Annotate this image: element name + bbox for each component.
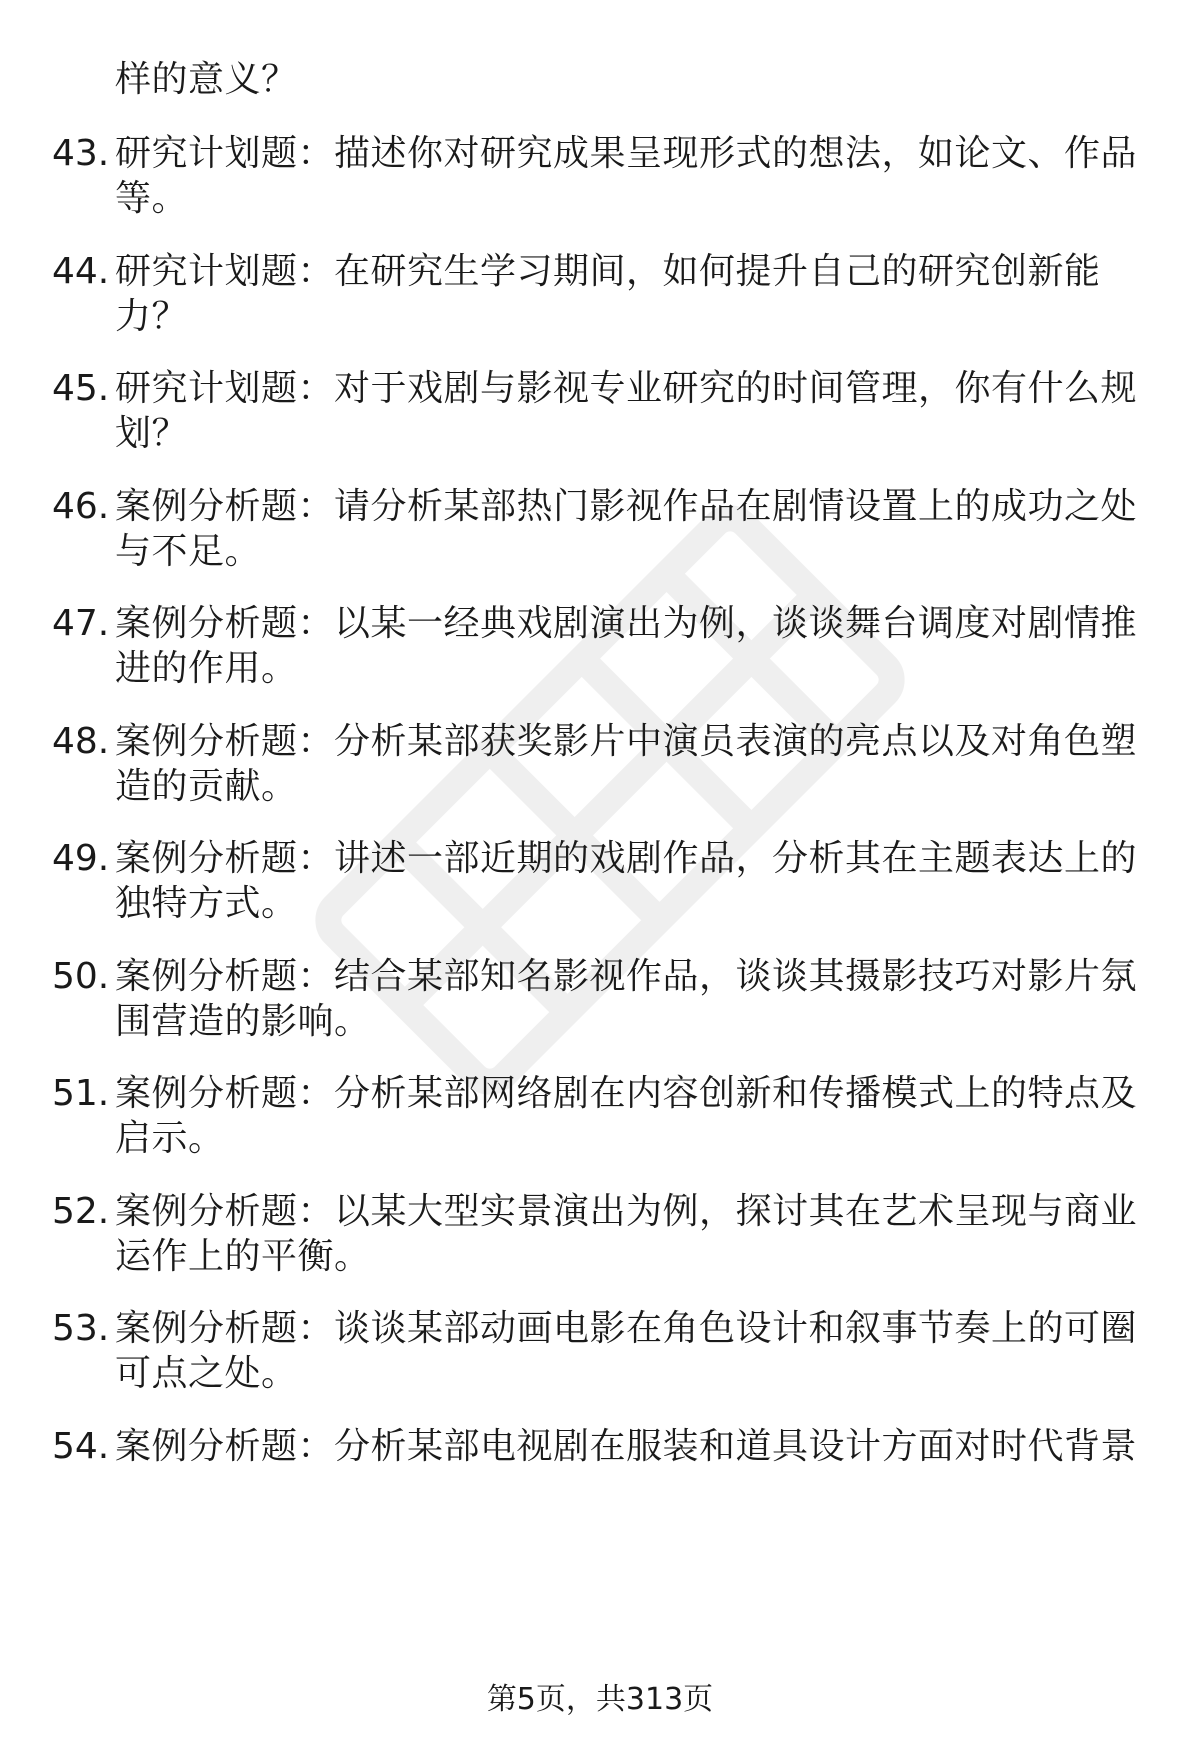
question-text-line1: 案例分析题：以某大型实景演出为例，探讨其在艺术呈现与商业 bbox=[115, 1190, 1138, 1232]
question-text-line1: 研究计划题：在研究生学习期间，如何提升自己的研究创新能 bbox=[115, 250, 1101, 292]
question-text-line2: 造的贡献。 bbox=[115, 765, 298, 807]
question-text-line1: 研究计划题：对于戏剧与影视专业研究的时间管理，你有什么规 bbox=[115, 368, 1138, 409]
question-text-line2: 运作上的平衡。 bbox=[115, 1235, 371, 1277]
question-number: 45. bbox=[52, 368, 110, 409]
question-text-line1: 案例分析题：分析某部获奖影片中演员表演的亮点以及对角色塑 bbox=[115, 720, 1138, 762]
question-number: 44. bbox=[52, 250, 110, 292]
question-text-line1: 案例分析题：分析某部电视剧在服装和道具设计方面对时代背景 bbox=[115, 1425, 1138, 1467]
question-text-line2: 力？ bbox=[115, 295, 189, 337]
question-text-line1: 案例分析题：结合某部知名影视作品，谈谈其摄影技巧对影片氛 bbox=[115, 955, 1138, 997]
question-text-line2: 与不足。 bbox=[115, 530, 262, 572]
watermark-logo bbox=[230, 420, 990, 1180]
question-text-line1: 案例分析题：以某一经典戏剧演出为例，谈谈舞台调度对剧情推 bbox=[115, 603, 1138, 644]
question-text-line2: 围营造的影响。 bbox=[115, 1000, 371, 1042]
question-text-line1: 案例分析题：讲述一部近期的戏剧作品，分析其在主题表达上的 bbox=[115, 838, 1138, 879]
question-number: 43. bbox=[52, 133, 110, 174]
question-number: 54. bbox=[52, 1425, 110, 1467]
page-footer: 第5页，共313页 bbox=[486, 1682, 714, 1717]
question-text-line2: 进的作用。 bbox=[115, 648, 298, 689]
question-text-line2: 启示。 bbox=[115, 1118, 225, 1159]
question-number: 48. bbox=[52, 720, 110, 762]
question-text-line2: 独特方式。 bbox=[115, 883, 298, 924]
question-number: 52. bbox=[52, 1190, 110, 1232]
question-text-line1: 案例分析题：请分析某部热门影视作品在剧情设置上的成功之处 bbox=[115, 485, 1138, 527]
question-number: 53. bbox=[52, 1308, 110, 1349]
question-text-line2: 划？ bbox=[115, 413, 189, 454]
question-number: 46. bbox=[52, 485, 110, 527]
question-text-line2: 等。 bbox=[115, 178, 189, 219]
question-text-line2: 可点之处。 bbox=[115, 1353, 298, 1394]
question-text-line1: 案例分析题：谈谈某部动画电影在角色设计和叙事节奏上的可圈 bbox=[115, 1308, 1138, 1349]
question-number: 50. bbox=[52, 955, 110, 997]
question-text-line1: 案例分析题：分析某部网络剧在内容创新和传播模式上的特点及 bbox=[115, 1073, 1138, 1114]
question-number: 51. bbox=[52, 1073, 110, 1114]
question-number: 49. bbox=[52, 838, 110, 879]
question-number: 47. bbox=[52, 603, 110, 644]
question-text-line1: 研究计划题：描述你对研究成果呈现形式的想法，如论文、作品 bbox=[115, 133, 1138, 174]
continuation-text: 样的意义？ bbox=[115, 59, 298, 100]
